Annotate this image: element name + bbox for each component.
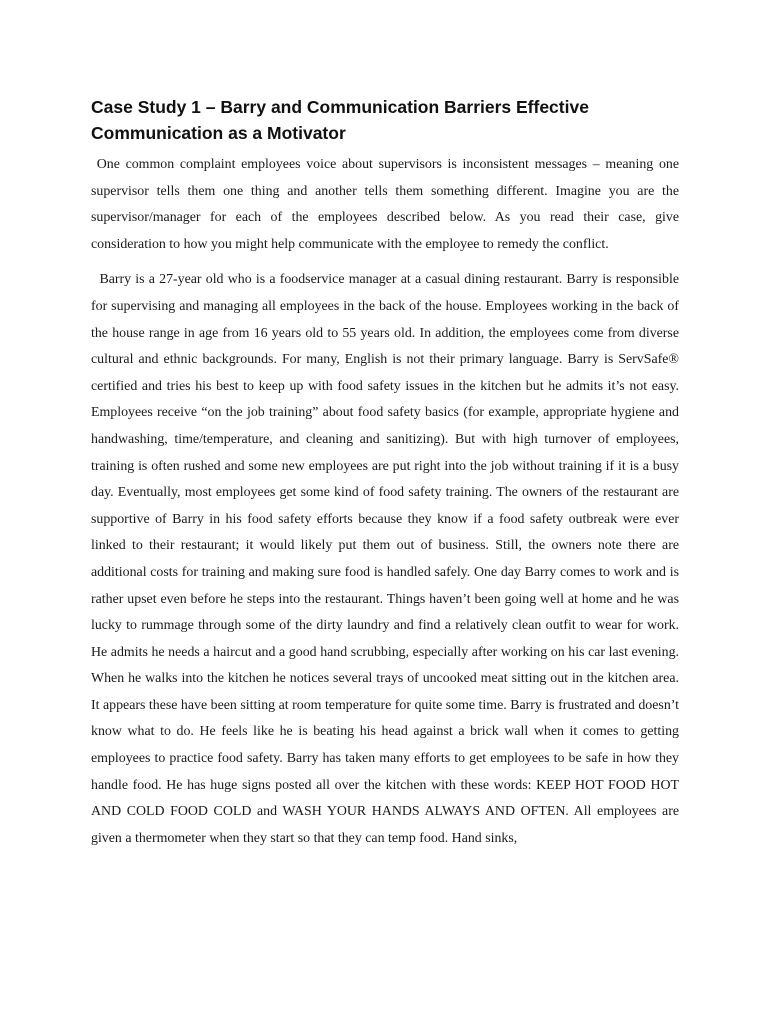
intro-paragraph: One common complaint employees voice about supervisors is inconsistent messages – meaning one supervisor tells them one thing and another tells them something different. Imagine you are the supervisor/manager for each of the employees described below. As you read their case, give consideration to how you might help communicate with the employee to remedy the conflict. bbox=[91, 157, 683, 252]
document-body bbox=[91, 94, 683, 852]
document-title: Case Study 1 – Barry and Communication Barriers Effective Communication as a Motivator bbox=[91, 97, 589, 143]
case-paragraph: Barry is a 27-year old who is a foodservice manager at a casual dining restaurant. Barry is responsible for supervising and managing all employees in the back of the house. Employees working in the back of the house range in age from 16 years old to 55 years old. In addition, the employees come from diverse cultural and ethnic backgrounds. For many, English is not their primary language. Barry is ServSafe® certified and tries his best to keep up with food safety issues in the kitchen but he admits it’s not easy. Employees receive “on the job training” about food safety basics (for example, appropriate hygiene and handwashing, time/temperature, and cleaning and sanitizing). But with high turnover of employees, training is often rushed and some new employees are put right into the job without training if it is a busy day. Eventually, most employees get some kind of food safety training. The owners of the restaurant are supportive of Barry in his food safety efforts because they know if a food safety outbreak were ever linked to their restaurant; it would likely put them out of business. Still, the owners note there are additional costs for training and making sure food is handled safely. One day Barry comes to work and is rather upset even before he steps into the restaurant. Things haven’t been going well at home and he was lucky to rummage through some of the dirty laundry and find a relatively clean outfit to wear for work. He admits he needs a haircut and a good hand scrubbing, especially after working on his car last evening. When he walks into the kitchen he notices several trays of uncooked meat sitting out in the kitchen area. It appears these have been sitting at room temperature for quite some time. Barry is frustrated and doesn’t know what to do. He feels like he is beating his head against a brick wall when it comes to getting employees to practice food safety. Barry has taken many efforts to get employees to be safe in how they handle food. He has huge signs posted all over the kitchen with these words: KEEP HOT FOOD HOT AND COLD FOOD COLD and WASH YOUR HANDS ALWAYS AND OFTEN. All employees are given a thermometer when they start so that they can temp food. Hand sinks, bbox=[91, 272, 683, 846]
